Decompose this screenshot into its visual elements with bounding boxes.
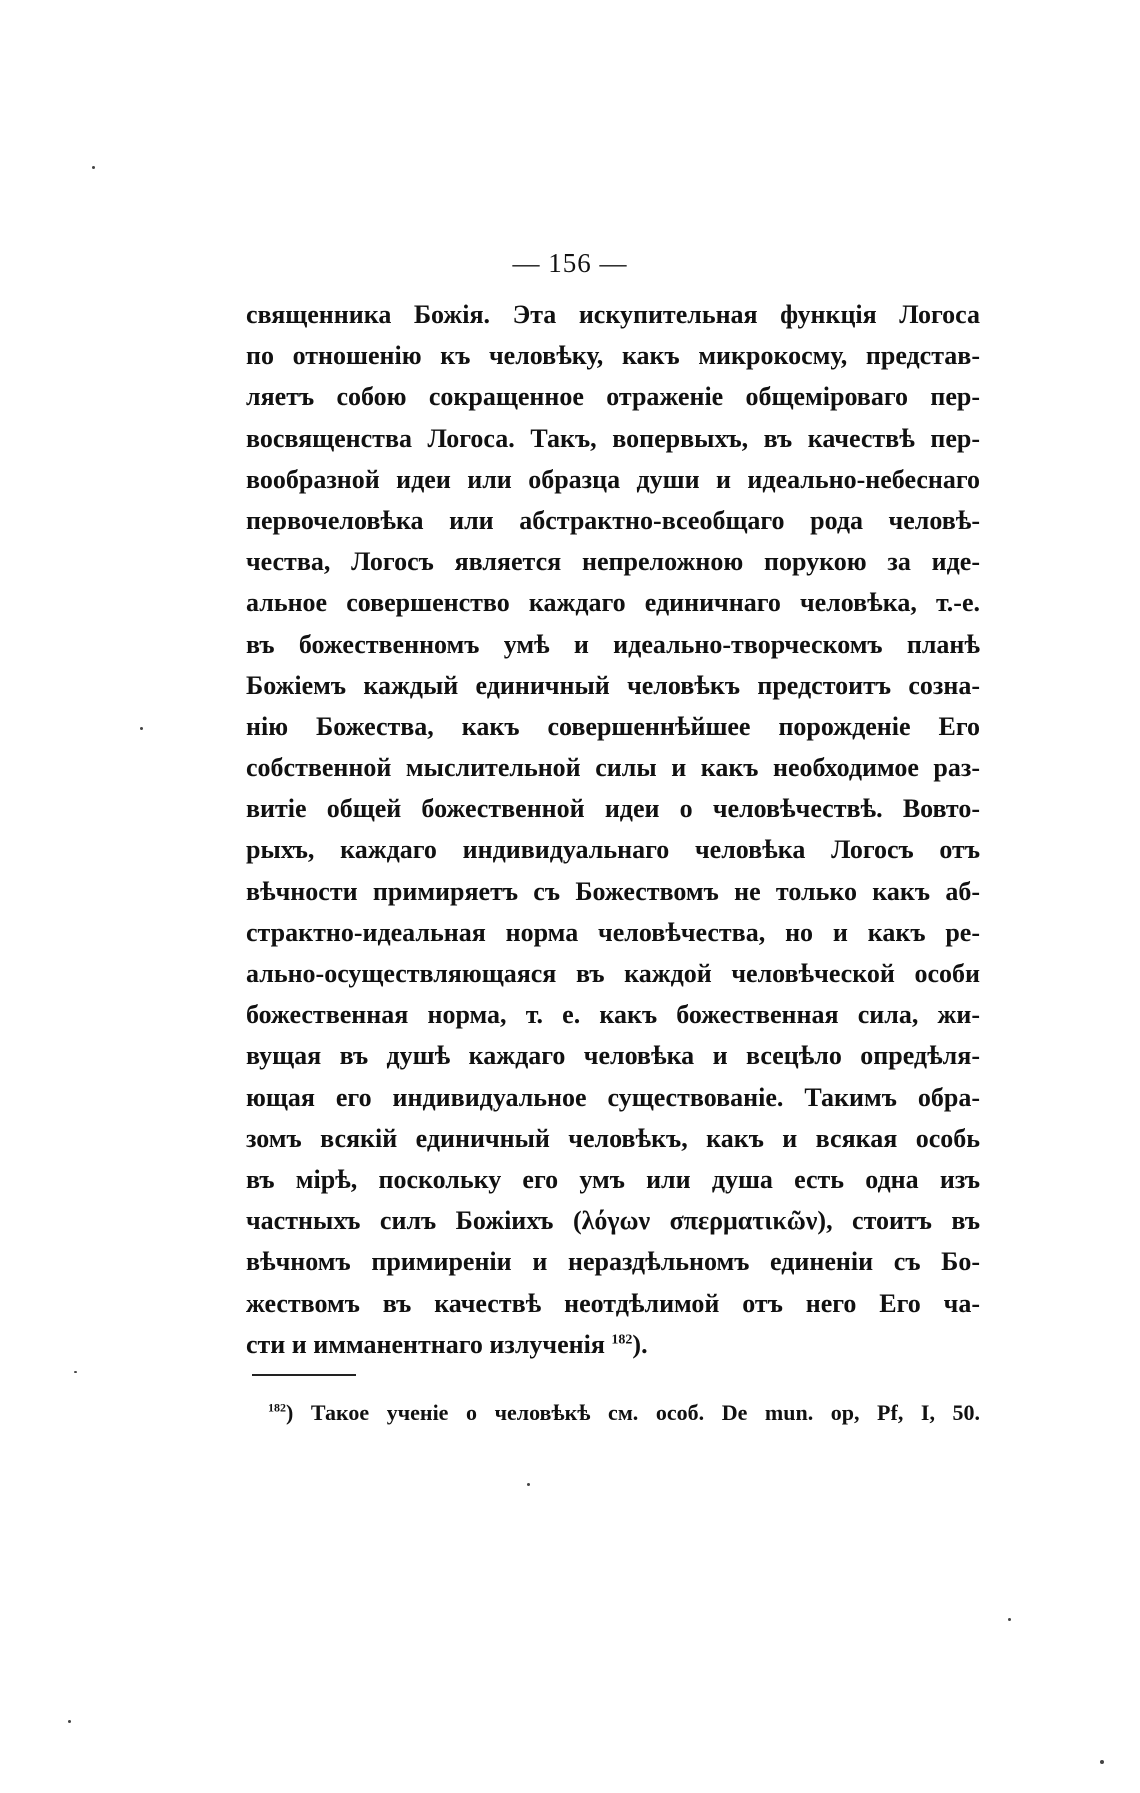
footnote-text: ) Такое ученіе о человѣкѣ см. особ. De mun. op, Pf, I, 50. <box>286 1400 980 1425</box>
text-line: вущая въ душѣ каждаго человѣка и всецѣло опредѣля- <box>246 1041 980 1071</box>
last-line-tail: ). <box>632 1329 648 1359</box>
page-number: — 156 — <box>512 248 628 278</box>
last-line-text: сти и имманентнаго излученія <box>246 1329 612 1359</box>
text-line: вѣчности примиряетъ съ Божествомъ не только какъ аб- <box>246 876 980 906</box>
text-line: въ божественномъ умѣ и идеально-творческомъ планѣ <box>246 629 980 659</box>
text-line: первочеловѣка или абстрактно-всеобщаго рода человѣ- <box>246 505 980 535</box>
scan-speck <box>1100 1760 1104 1764</box>
text-line: Божіемъ каждый единичный человѣкъ предстоитъ созна- <box>246 670 980 700</box>
text-line: божественная норма, т. е. какъ божественная сила, жи- <box>246 1000 980 1030</box>
text-line: рыхъ, каждаго индивидуальнаго человѣка Логосъ отъ <box>246 835 980 865</box>
text-line: ально-осуществляющаяся въ каждой человѣческой особи <box>246 959 980 988</box>
text-line: ляетъ собою сокращенное отраженіе общеміроваго пер- <box>246 382 980 412</box>
text-line: чества, Логосъ является непреложною порукою за иде- <box>246 547 980 577</box>
text-line: жествомъ въ качествѣ неотдѣлимой отъ него Его ча- <box>246 1288 980 1318</box>
text-line: зомъ всякій единичный человѣкъ, какъ и всякая особь <box>246 1123 980 1153</box>
scan-speck <box>68 1720 71 1723</box>
scan-speck <box>140 727 143 730</box>
text-line: вѣчномъ примиреніи и нераздѣльномъ единеніи съ Бо- <box>246 1247 980 1277</box>
scan-speck <box>527 1483 530 1486</box>
text-line: вообразной идеи или образца души и идеально-небеснаго <box>246 464 980 494</box>
text-line: ющая его индивидуальное существованіе. Такимъ обра- <box>246 1082 980 1112</box>
text-line: нію Божества, какъ совершеннѣйшее порожденіе Его <box>246 711 980 741</box>
footnote-mark: 182 <box>268 1400 286 1415</box>
text-line: собственной мыслительной силы и какъ необходимое раз- <box>246 753 980 783</box>
text-line: восвященства Логоса. Такъ, вопервыхъ, въ качествѣ пер- <box>246 423 980 453</box>
text-line: витіе общей божественной идеи о человѣчествѣ. Вовто- <box>246 794 980 824</box>
text-line: по отношенію къ человѣку, какъ микрокосму, представ- <box>246 341 980 371</box>
text-line: альное совершенство каждаго единичнаго человѣка, т.-е. <box>246 588 980 618</box>
footnote-separator <box>252 1374 356 1376</box>
text-line: частныхъ силъ Божіихъ (λόγων σπερματικῶν), стоитъ въ <box>246 1206 980 1236</box>
scan-speck <box>74 1371 77 1373</box>
scan-speck <box>1008 1618 1011 1621</box>
body-text <box>246 294 980 1365</box>
text-line: страктно-идеальная норма человѣчества, но и какъ ре- <box>246 917 980 947</box>
text-line: въ мірѣ, поскольку его умъ или душа есть одна изъ <box>246 1164 980 1194</box>
text-line-last <box>246 1324 980 1365</box>
text-line: священника Божія. Эта искупительная функція Логоса <box>246 300 980 329</box>
scan-speck <box>92 166 95 169</box>
footnote <box>268 1393 980 1433</box>
footnote-reference: 182 <box>611 1332 633 1348</box>
